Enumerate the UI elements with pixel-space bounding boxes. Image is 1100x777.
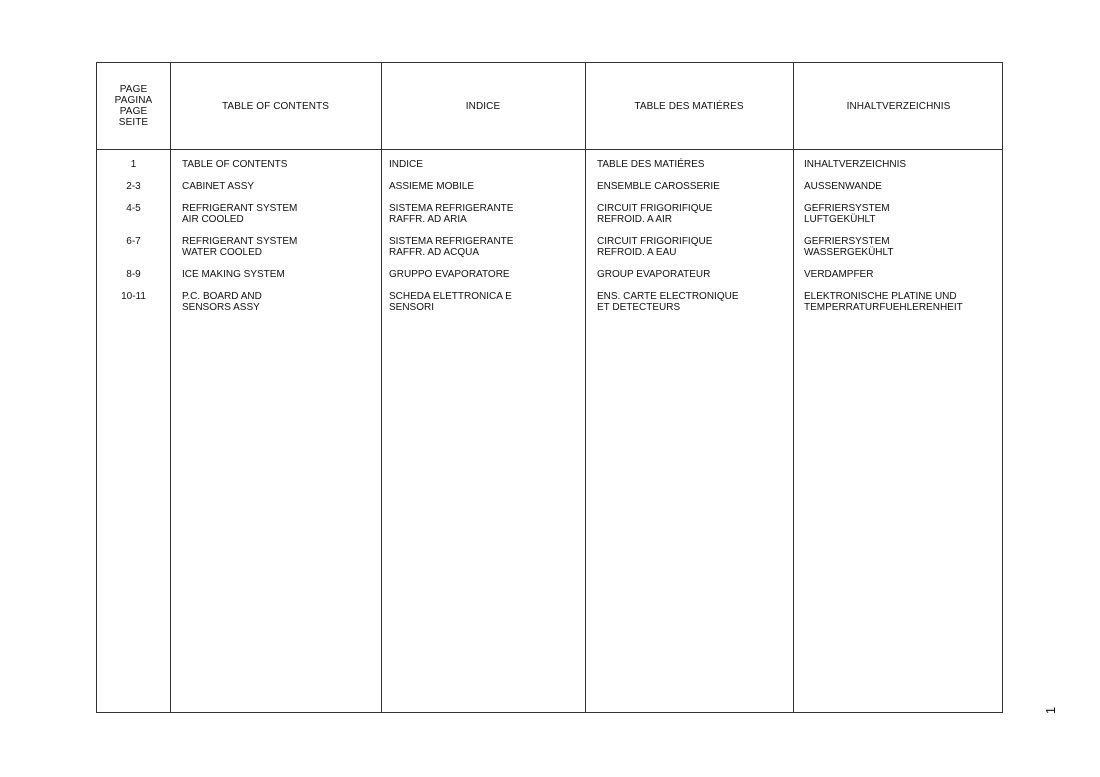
entry-line: LUFTGEKÜHLT [804, 214, 876, 225]
header-divider [97, 149, 1002, 150]
entry-line: P.C. BOARD AND [182, 291, 262, 302]
entry-german [804, 203, 890, 225]
table-of-contents-frame [96, 62, 1003, 713]
toc-row [97, 291, 1002, 313]
entry-english [182, 203, 297, 225]
entry-line: REFROID. A AIR [597, 214, 673, 225]
entry-english [182, 159, 287, 170]
toc-row [97, 159, 1002, 170]
entry-line: GROUP EVAPORATEUR [597, 269, 711, 280]
entry-italian [389, 159, 423, 170]
entry-line: INHALTVERZEICHNIS [804, 159, 907, 170]
entry-english [182, 291, 262, 313]
header-page-line: PAGE [119, 84, 148, 95]
toc-row [97, 203, 1002, 225]
entry-french [597, 291, 739, 313]
entry-line: ENSEMBLE CAROSSERIE [597, 181, 720, 192]
entry-french [597, 236, 712, 258]
entry-line: TEMPERRATURFUEHLERENHEIT [804, 302, 963, 313]
entry-line: RAFFR. AD ARIA [389, 214, 467, 225]
entry-german [804, 269, 873, 280]
entry-line: ELEKTRONISCHE PLATINE UND [804, 291, 957, 302]
entry-italian [389, 236, 513, 258]
header-page-line: PAGINA [114, 95, 153, 106]
entry-english [182, 269, 285, 280]
toc-row [97, 236, 1002, 258]
entry-line: TABLE DES MATIÉRES [597, 159, 705, 170]
entry-line: ICE MAKING SYSTEM [182, 269, 285, 280]
entry-page-number: 1 [130, 159, 137, 170]
entry-page-number: 2-3 [126, 181, 141, 192]
entry-line: SENSORI [389, 302, 435, 313]
header-page [97, 63, 170, 149]
entry-line: RAFFR. AD ACQUA [389, 247, 480, 258]
header-page-line: PAGE [119, 106, 148, 117]
header-page-line: SEITE [118, 117, 149, 128]
entry-line: CABINET ASSY [182, 181, 255, 192]
entry-italian [389, 203, 513, 225]
entry-french [597, 181, 720, 192]
entry-line: SCHEDA ELETTRONICA E [389, 291, 512, 302]
entry-german [804, 236, 893, 258]
entry-line: TABLE OF CONTENTS [182, 159, 288, 170]
header-german: INHALTVERZEICHNIS [846, 100, 951, 112]
entry-german [804, 181, 882, 192]
entry-line: VERDAMPFER [804, 269, 874, 280]
entry-line: SISTEMA REFRIGERANTE [389, 236, 514, 247]
entry-italian [389, 181, 474, 192]
entry-page-number: 4-5 [126, 203, 141, 214]
entry-german [804, 291, 963, 313]
toc-row [97, 181, 1002, 192]
header-french: TABLE DES MATIÉRES [634, 100, 744, 112]
entry-line: SENSORS ASSY [182, 302, 260, 313]
header-italian: INDICE [465, 100, 501, 112]
entry-line: GEFRIERSYSTEM [804, 203, 890, 214]
entry-line: GEFRIERSYSTEM [804, 236, 890, 247]
toc-rows [97, 159, 1002, 324]
entry-german [804, 159, 906, 170]
entry-line: GRUPPO EVAPORATORE [389, 269, 510, 280]
sheet-page-number: 1 [1043, 706, 1059, 715]
entry-page-number: 10-11 [121, 291, 146, 302]
entry-english [182, 236, 297, 258]
entry-line: REFRIGERANT SYSTEM [182, 203, 298, 214]
toc-row [97, 269, 1002, 280]
entry-english [182, 181, 254, 192]
entry-line: ASSIEME MOBILE [389, 181, 475, 192]
entry-line: INDICE [389, 159, 423, 170]
entry-line: ENS. CARTE ELECTRONIQUE [597, 291, 739, 302]
entry-french [597, 159, 704, 170]
entry-line: AIR COOLED [182, 214, 244, 225]
entry-line: SISTEMA REFRIGERANTE [389, 203, 514, 214]
entry-page-number: 8-9 [126, 269, 141, 280]
entry-italian [389, 291, 512, 313]
entry-line: AUSSENWANDE [804, 181, 882, 192]
entry-french [597, 269, 710, 280]
header-english: TABLE OF CONTENTS [221, 100, 330, 112]
entry-line: ET DETECTEURS [597, 302, 681, 313]
entry-line: REFRIGERANT SYSTEM [182, 236, 298, 247]
entry-line: WASSERGEKÜHLT [804, 247, 894, 258]
entry-page-number: 6-7 [126, 236, 141, 247]
entry-line: CIRCUIT FRIGORIFIQUE [597, 203, 713, 214]
entry-line: WATER COOLED [182, 247, 263, 258]
entry-italian [389, 269, 510, 280]
entry-line: REFROID. A EAU [597, 247, 677, 258]
entry-line: CIRCUIT FRIGORIFIQUE [597, 236, 713, 247]
entry-french [597, 203, 712, 225]
